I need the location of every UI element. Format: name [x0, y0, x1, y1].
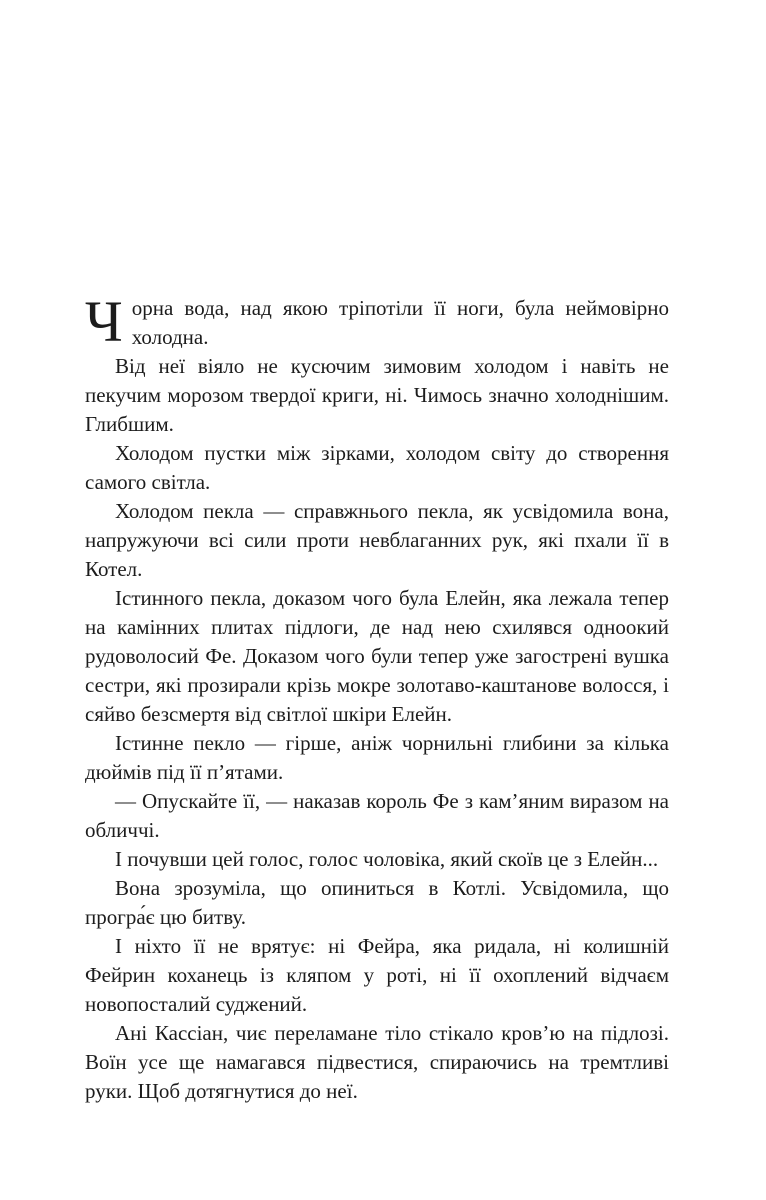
paragraph: І ніхто її не врятує: ні Фейра, яка ридала, ні колишній Фейрин коханець із кляпом у роті, ні її охоплений відчаєм новопосталий суджений.: [85, 934, 669, 1016]
paragraph: Ані Кассіан, чиє переламане тіло стікало кров’ю на підлозі. Воїн усе ще намагався підвестися, спираючись на тремтливі руки. Щоб дотягнутися до неї.: [85, 1021, 669, 1103]
paragraph: Істинного пекла, доказом чого була Елейн, яка лежала тепер на камінних плитах підлоги, де над нею схилявся одноокий рудоволосий Фе. Доказом чого були тепер уже загострені вушка сестри, які прозирали крізь мокре золотаво-каштанове волосся, і сяйво безсмертя від світлої шкіри Елейн.: [85, 586, 669, 726]
paragraph-opening: [85, 289, 669, 354]
paragraph: — Опускайте її, — наказав король Фе з кам’яним виразом на обличчі.: [85, 789, 669, 842]
paragraph: Холодом пекла — справжнього пекла, як усвідомила вона, напружуючи всі сили проти невблаганних рук, які пхали її в Котел.: [85, 499, 669, 581]
text-block: [85, 289, 669, 1106]
paragraph: Від неї віяло не кусючим зимовим холодом і навіть не пекучим морозом твердої криги, ні. Чимось значно холоднішим. Глибшим.: [85, 354, 669, 436]
drop-cap: Ч: [85, 289, 123, 354]
paragraph: Вона зрозуміла, що опиниться в Котлі. Усвідомила, що програ́є цю битву.: [85, 876, 669, 929]
paragraph: І почувши цей голос, голос чоловіка, який скоїв це з Елейн...: [115, 847, 659, 871]
paragraph: Істинне пекло — гірше, аніж чорнильні глибини за кілька дюймів під її п’ятами.: [85, 731, 669, 784]
paragraph: Холодом пустки між зірками, холодом світу до створення самого світла.: [85, 441, 669, 494]
paragraph-text: орна вода, над якою тріпотіли її ноги, була неймовірно холодна.: [131, 296, 669, 349]
